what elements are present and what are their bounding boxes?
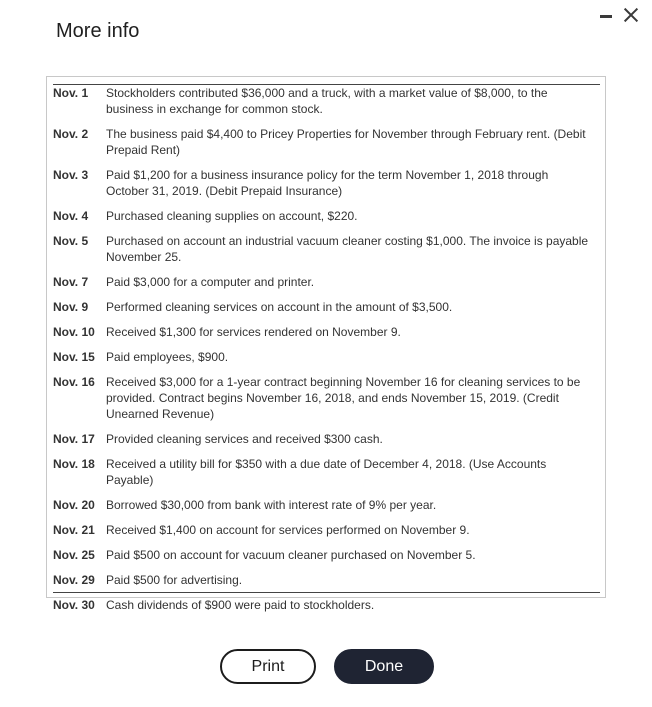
- transaction-row: [53, 522, 593, 538]
- transactions-list: [53, 85, 593, 613]
- transaction-row: [53, 572, 593, 588]
- transaction-row: [53, 597, 593, 613]
- print-button[interactable]: Print: [220, 649, 316, 684]
- done-button[interactable]: Done: [334, 649, 434, 684]
- transaction-date: Nov. 17: [53, 432, 95, 446]
- transaction-row: [53, 233, 593, 265]
- transaction-date: Nov. 25: [53, 548, 95, 562]
- transaction-text: Provided cleaning services and received $300 cash.: [106, 432, 383, 446]
- transaction-date: Nov. 2: [53, 127, 89, 141]
- transaction-date: Nov. 15: [53, 350, 95, 364]
- transaction-text: Received $3,000 for a 1-year contract beginning November 16 for cleaning services to be provided. Contract begins November 16, 2018, and ends November 15, 2019. (Credit Unearned Revenue): [106, 375, 581, 421]
- window-controls: [600, 8, 638, 22]
- transaction-text: Performed cleaning services on account in the amount of $3,500.: [106, 300, 453, 314]
- transaction-date: Nov. 29: [53, 573, 95, 587]
- transaction-text: Paid $500 for advertising.: [106, 573, 243, 587]
- transaction-row: [53, 85, 593, 117]
- transaction-date: Nov. 1: [53, 86, 89, 100]
- transaction-row: [53, 431, 593, 447]
- transaction-date: Nov. 3: [53, 168, 89, 182]
- transactions-panel: [46, 76, 606, 612]
- transaction-date: Nov. 30: [53, 598, 95, 612]
- transaction-row: [53, 208, 593, 224]
- transaction-row: [53, 374, 593, 422]
- transaction-text: Purchased cleaning supplies on account, $220.: [106, 209, 358, 223]
- transaction-date: Nov. 5: [53, 234, 89, 248]
- transaction-date: Nov. 10: [53, 325, 95, 339]
- transaction-text: Borrowed $30,000 from bank with interest rate of 9% per year.: [106, 498, 437, 512]
- transaction-text: Paid $500 on account for vacuum cleaner purchased on November 5.: [106, 548, 476, 562]
- transaction-row: [53, 497, 593, 513]
- transaction-row: [53, 167, 593, 199]
- transaction-text: Stockholders contributed $36,000 and a truck, with a market value of $8,000, to the business in exchange for common stock.: [106, 86, 548, 116]
- transaction-text: Received $1,400 on account for services performed on November 9.: [106, 523, 470, 537]
- transaction-row: [53, 274, 593, 290]
- transaction-date: Nov. 4: [53, 209, 89, 223]
- transaction-row: [53, 299, 593, 315]
- transaction-row: [53, 456, 593, 488]
- transaction-text: The business paid $4,400 to Pricey Properties for November through February rent. (Debit Prepaid Rent): [106, 127, 586, 157]
- transaction-date: Nov. 7: [53, 275, 89, 289]
- transaction-row: [53, 547, 593, 563]
- transaction-date: Nov. 18: [53, 457, 95, 471]
- minimize-icon[interactable]: [600, 15, 612, 18]
- transaction-text: Received a utility bill for $350 with a due date of December 4, 2018. (Use Accounts Payable): [106, 457, 547, 487]
- close-icon[interactable]: [624, 8, 638, 22]
- transaction-text: Cash dividends of $900 were paid to stockholders.: [106, 598, 375, 612]
- transaction-text: Paid employees, $900.: [106, 350, 229, 364]
- transaction-row: [53, 126, 593, 158]
- transaction-text: Paid $1,200 for a business insurance policy for the term November 1, 2018 through October 31, 2019. (Debit Prepaid Insurance): [106, 168, 549, 198]
- bottom-rule: [53, 592, 600, 593]
- transaction-date: Nov. 9: [53, 300, 89, 314]
- transaction-date: Nov. 21: [53, 523, 95, 537]
- dialog-title: More info: [56, 20, 140, 42]
- transaction-text: Received $1,300 for services rendered on November 9.: [106, 325, 401, 339]
- transaction-text: Purchased on account an industrial vacuum cleaner costing $1,000. The invoice is payable November 25.: [106, 234, 589, 264]
- transaction-row: [53, 349, 593, 365]
- transaction-row: [53, 324, 593, 340]
- transaction-date: Nov. 20: [53, 498, 95, 512]
- transaction-text: Paid $3,000 for a computer and printer.: [106, 275, 315, 289]
- transaction-date: Nov. 16: [53, 375, 95, 389]
